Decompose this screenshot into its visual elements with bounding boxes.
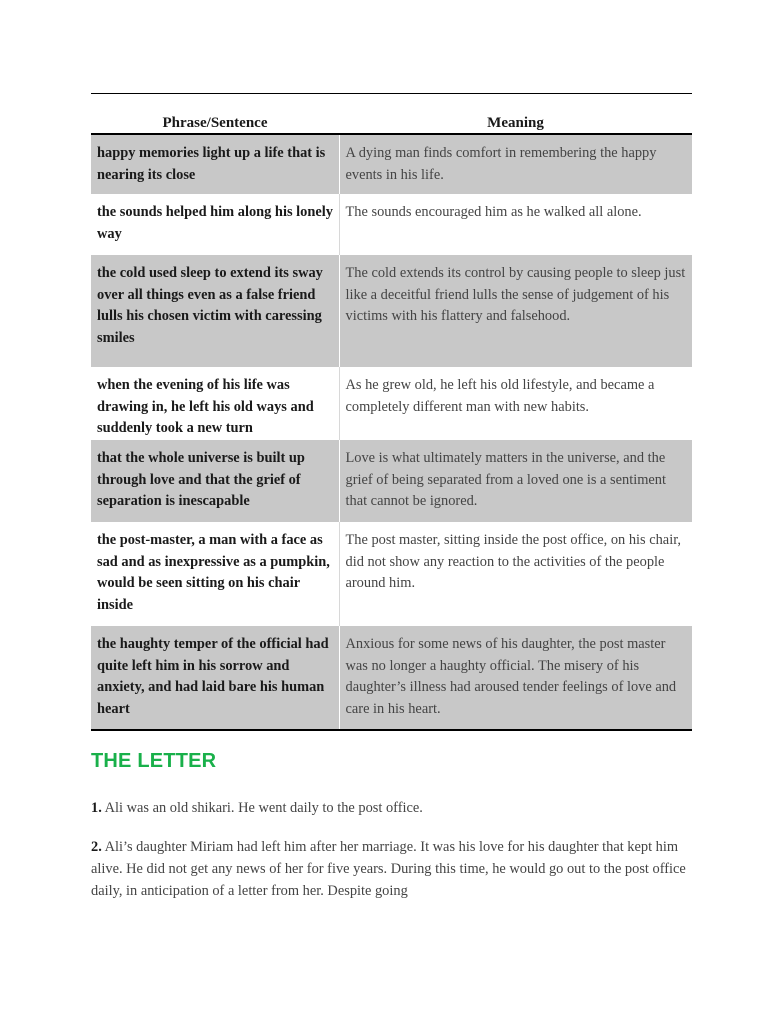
table-row	[91, 522, 692, 626]
meaning-cell: Love is what ultimately matters in the universe, and the grief of being separated from a loved one is a sentiment that cannot be ignored.	[339, 440, 692, 522]
section-heading: THE LETTER	[91, 750, 217, 772]
table-row	[91, 440, 692, 522]
meaning-cell: A dying man finds comfort in remembering the happy events in his life.	[339, 134, 692, 194]
phrase-cell: the sounds helped him along his lonely way	[91, 194, 339, 255]
meaning-cell: The sounds encouraged him as he walked all alone.	[345, 204, 642, 220]
phrase-cell: the cold used sleep to extend its sway over all things even as a false friend lulls his chosen victim with caressing smiles	[91, 255, 339, 367]
table-header-row	[91, 94, 692, 134]
table-row	[91, 626, 692, 730]
phrase-cell: that the whole universe is built up through love and that the grief of separation is inescapable	[91, 440, 339, 522]
table-row	[91, 194, 692, 255]
paragraph-text: Ali was an old shikari. He went daily to the post office.	[101, 800, 423, 816]
paragraph-text: Ali’s daughter Miriam had left him after her marriage. It was his love for his daughter that kept him alive. He did not get any news of her for five years. During this time, he would go out to the post office daily, in anticipation of a letter from her. Despite going	[91, 839, 686, 899]
paragraph	[91, 836, 693, 902]
paragraph	[91, 797, 693, 819]
phrase-cell: the post-master, a man with a face as sad and as inexpressive as a pumpkin, would be seen sitting on his chair inside	[91, 522, 339, 626]
meaning-cell: The cold extends its control by causing people to sleep just like a deceitful friend lulls the sense of judgement of his victims with his flattery and falsehood.	[339, 255, 692, 367]
paragraph-number: 2.	[91, 839, 102, 855]
phrase-meaning-table	[91, 93, 692, 731]
table-row	[91, 367, 692, 440]
phrase-cell: the haughty temper of the official had quite left him in his sorrow and anxiety, and had laid bare his human heart	[91, 626, 339, 730]
table-row	[91, 255, 692, 367]
meaning-cell: As he grew old, he left his old lifestyle, and became a completely different man with new habits.	[345, 377, 655, 415]
meaning-cell: The post master, sitting inside the post office, on his chair, did not show any reaction to the activities of the people around him.	[345, 532, 682, 592]
paragraph-number: 1.	[91, 800, 102, 816]
phrase-cell: when the evening of his life was drawing in, he left his old ways and suddenly took a new turn	[91, 367, 339, 440]
phrase-cell: happy memories light up a life that is nearing its close	[91, 134, 339, 194]
header-phrase: Phrase/Sentence	[91, 94, 339, 134]
header-meaning: Meaning	[339, 94, 692, 134]
table-row	[91, 134, 692, 194]
meaning-cell: Anxious for some news of his daughter, the post master was no longer a haughty official. The misery of his daughter’s illness had aroused tender feelings of love and care in his heart.	[339, 626, 692, 730]
